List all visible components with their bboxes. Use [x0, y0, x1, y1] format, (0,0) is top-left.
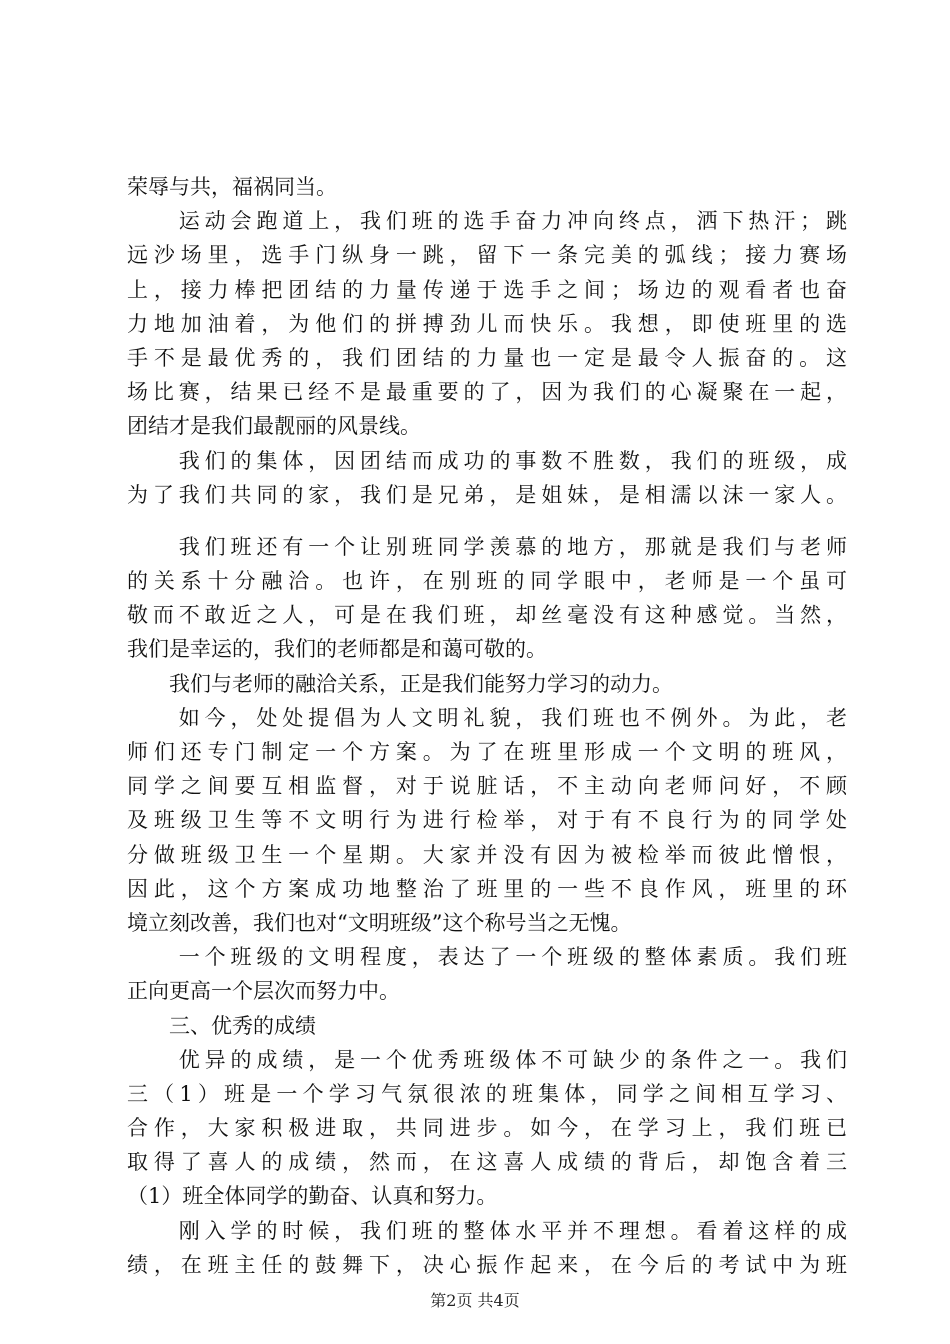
text-line: 敬而不敢近之人，可是在我们班，却丝毫没有这种感觉。当然，: [127, 603, 847, 628]
text-line: 我们是幸运的，我们的老师都是和蔼可敬的。: [127, 637, 547, 662]
text-line: 一个班级的文明程度，表达了一个班级的整体素质。我们班: [127, 945, 847, 970]
text-line: 远沙场里，选手门纵身一跳，留下一条完美的弧线；接力赛场: [127, 243, 847, 268]
text-line: 合作，大家积极进取，共同进步。如今，在学习上，我们班已: [127, 1116, 847, 1141]
page-footer: 第2页 共4页: [430, 1291, 520, 1310]
text-line: 场比赛，结果已经不是最重要的了，因为我们的心凝聚在一起，: [127, 380, 847, 405]
text-line: 的关系十分融洽。也许，在别班的同学眼中，老师是一个虽可: [127, 569, 847, 594]
text-line: 师们还专门制定一个方案。为了在班里形成一个文明的班风，: [127, 740, 847, 764]
text-line: 同学之间要互相监督，对于说脏话，不主动向老师问好，不顾: [127, 774, 847, 799]
text-line: 因此，这个方案成功地整治了班里的一些不良作风，班里的环: [127, 876, 847, 901]
text-line: 上，接力棒把团结的力量传递于选手之间；场边的观看者也奋: [127, 277, 847, 302]
text-line: 正向更高一个层次而努力中。: [127, 979, 400, 1004]
text-line: 及班级卫生等不文明行为进行检举，对于有不良行为的同学处: [127, 808, 847, 833]
text-line: 我们班还有一个让别班同学羡慕的地方，那就是我们与老师: [127, 534, 847, 559]
text-line: 优异的成绩，是一个优秀班级体不可缺少的条件之一。我们: [127, 1047, 847, 1072]
text-line: 我们与老师的融洽关系，正是我们能努力学习的动力。: [127, 671, 673, 696]
text-line: 境立刻改善，我们也对“文明班级”这个称号当之无愧。: [127, 910, 632, 935]
text-line: 运动会跑道上，我们班的选手奋力冲向终点，洒下热汗；跳: [127, 209, 847, 234]
text-line: 为了我们共同的家，我们是兄弟，是姐妹，是相濡以沫一家人。: [127, 482, 847, 507]
text-line: （1）班全体同学的勤奋、认真和努力。: [127, 1184, 498, 1209]
text-line: 力地加油着，为他们的拼搏劲儿而快乐。我想，即使班里的选: [127, 311, 847, 336]
text-line: 取得了喜人的成绩，然而，在这喜人成绩的背后，却饱含着三: [127, 1150, 847, 1175]
text-line: 如今，处处提倡为人文明礼貌，我们班也不例外。为此，老: [127, 705, 847, 730]
text-line: 绩，在班主任的鼓舞下，决心振作起来，在今后的考试中为班: [127, 1252, 847, 1277]
text-line: 团结才是我们最靓丽的风景线。: [127, 414, 421, 439]
text-line: 三（1）班是一个学习气氛很浓的班集体，同学之间相互学习、: [127, 1081, 847, 1106]
text-line: 分做班级卫生一个星期。大家并没有因为被检举而彼此憎恨，: [127, 842, 847, 867]
text-line: 我们的集体，因团结而成功的事数不胜数，我们的班级，成: [127, 448, 847, 473]
text-line: 荣辱与共，福祸同当。: [127, 175, 337, 199]
section-heading: 三、优秀的成绩: [127, 1013, 316, 1038]
text-line: 刚入学的时候，我们班的整体水平并不理想。看着这样的成: [127, 1218, 847, 1243]
text-line: 手不是最优秀的，我们团结的力量也一定是最令人振奋的。这: [127, 345, 847, 370]
